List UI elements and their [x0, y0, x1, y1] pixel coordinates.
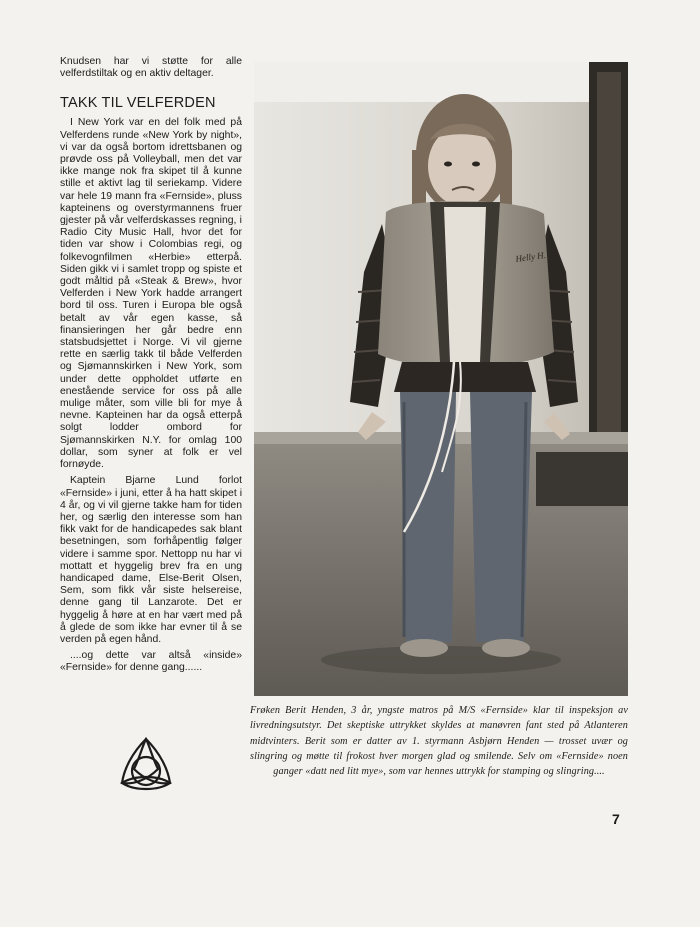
triquetra-logo-icon: [112, 735, 180, 795]
article-heading: TAKK TIL VELFERDEN: [60, 95, 216, 112]
page-number: 7: [612, 811, 620, 827]
article-paragraph-1: I New York var en del folk med på Velferdens runde «New York by night», vi var da også bortom idrettsbanen og prøvde oss på Volleyball, men det var ikke mange nok fra skipet til å kunne stille et aktivt lag til seriekamp. Videre var hele 19 mann fra «Fernside», pluss kapteinens og overstyrmannens fruer gjester på vår velferdskasses regning, i Radio City Music Hall, hvor det for tiden var show i Colombias regi, og folkevognfilmen «Herbie» etterpå. Siden gikk vi i samlet tropp og spiste et godt måltid på «Steak & Brew», hvor Velferden i New York hadde arrangert bord til oss. Turen i Europa ble også betalt av vår egen kasse, så finansieringen her går bedre enn statsbudsjettet i Norge. Vi vil gjerne rette en særlig takk til både Velferden og Sjømannskirken i New York, som under dette oppholdet utførte en enestående service for oss på alle mulige måter, som ville bli for mye å nevne. Kapteinen har da også etterpå solgt lodder ombord for Sjømannskirken N.Y. for omlag 100 dollar, som syner at folk er vel fornøyde.: [60, 117, 242, 471]
article-column: [60, 56, 242, 675]
photo-caption: Frøken Berit Henden, 3 år, yngste matros på M/S «Fernside» klar til inspeksjon av livredningsutstyr. Det skeptiske uttrykket skyldes at manøvren fant sted på Atlanteren midtvinters. Berit som er datter av 1. styrmann Asbjørn Henden — trosset uvær og slingring og møtte til frokost hver morgen glad og smilende. Selv om «Fernside» noen ganger «datt ned litt mye», som var hennes uttrykk for stamping og slingring....: [250, 705, 628, 778]
article-paragraph-2: Kaptein Bjarne Lund forlot «Fernside» i juni, etter å ha hatt skipet i 4 år, og vi vil gjerne takke ham for tiden her, og særlig den interesse som han fikk vakt for de handicapedes sak blant besetningen, som forhåpentlig følger videre i samme spor. Nettopp nu har vi mottatt et hyggelig brev fra en ung handicaped dame, Else-Berit Olsen, Sem, som fikk vår siste helsereise, denne gang til Lanzarote. Det er hyggelig å høre at en har vært med på å glede de som ikke har evner til å se verden på egen hånd.: [60, 475, 242, 645]
article-intro: Knudsen har vi støtte for alle velferdstiltak og en aktiv deltager.: [60, 56, 242, 80]
life-vest-brand: Helly H.: [514, 249, 547, 264]
photo-image: [254, 62, 628, 696]
article-closing: ....og dette var altså «inside» «Fernside» for denne gang......: [60, 650, 242, 674]
photo-girl-life-vest: [254, 62, 628, 696]
